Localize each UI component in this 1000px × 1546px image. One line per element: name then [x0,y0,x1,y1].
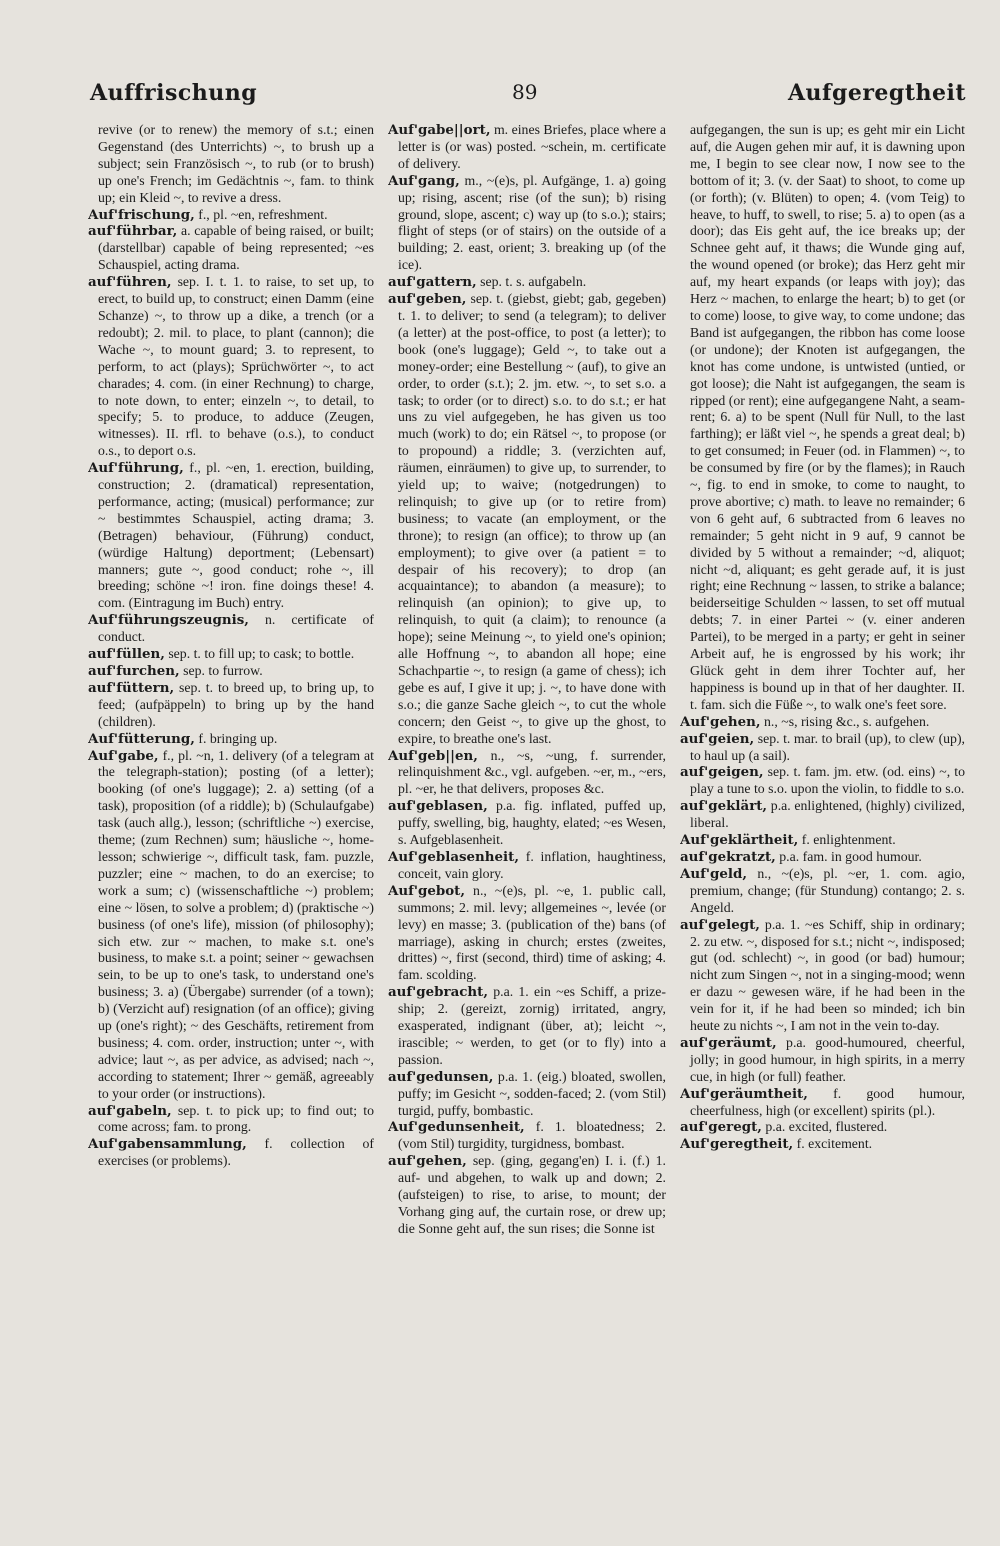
entry-headword: auf'geben, [388,291,467,308]
entry-headword: auf'geklärt, [680,798,768,815]
dictionary-entry [388,274,666,291]
entry-headword: Auf'geld, [680,865,747,882]
entry-definition: f. inflation, haughtiness, conceit, vain glory. [398,848,666,881]
dictionary-entry [88,748,374,1103]
dictionary-entry [680,764,965,798]
entry-definition: sep. t. fam. jm. etw. (od. eins) ~, to play a tune to s.o. upon the violin, to fiddle to s.o. [690,764,965,797]
dictionary-entry [680,849,965,866]
entry-definition: sep. t. s. aufgabeln. [480,274,587,290]
entry-definition: f. excitement. [796,1136,873,1152]
entry-headword: auf'führen, [88,274,172,291]
running-head-left: Auffrischung [90,80,258,106]
entry-definition: sep. to furrow. [183,663,263,678]
dictionary-entry [680,1035,965,1086]
entry-definition: m., ~(e)s, pl. Aufgänge, 1. a) going up; rising, ascent; rise (of the sun); b) rising ground, slope, ascent; c) way up (to s.o.); stairs; flight of steps (or of stairs) on the outside of a building; 2. east, orient; 3. breaking up (of the ice). [398,172,666,273]
entry-definition: f., pl. ~n, 1. delivery (of a telegram at the telegraph-station); posting (of a letter); booking (of one's luggage); 2. a) setting (of a task), proposition (of a riddle); b) (Schulaufgabe) task (auch allg.), lesson; (schriftliche ~) exercise, theme; (zum Rechnen) sum; häusliche ~, home-lesson; schwierige ~, difficult task, fam. puzzle, puzzler; eine ~ machen, to do an exercise; to work a sum; c) (wissenschaftliche ~) problem; eine ~ lösen, to solve a problem; d) (praktische ~) business (of one's life), mission (of philosophy); sich etw. zur ~ machen, to make s.t. one's business, to make s.t. a point; seiner ~ gewachsen sein, to be up to one's task, to understand one's business; 3. a) (Übergabe) surrender (of a town); b) (Verzicht auf) resignation (of an office); giving up (one's right); ~ des Geschäfts, retirement from business; 4. com. order, instruction; unter ~, with advice; laut ~, as per advice, as advised; nach ~, according to statement; Ihrer ~ gemäß, agreeably to your order (or instructions). [98,747,374,1101]
dictionary-entry [388,1119,666,1153]
dictionary-entry [388,849,666,883]
entry-definition: n. certificate of conduct. [98,612,374,645]
dictionary-entry [388,984,666,1069]
dictionary-entry [680,832,965,849]
entry-definition: p.a. fam. in good humour. [779,848,922,864]
dictionary-entry [88,731,374,748]
entry-definition: n., ~(e)s, pl. ~er, 1. com. agio, premium, change; (für Stundung) contango; 2. s. Angeld. [690,865,965,915]
dictionary-entry [88,223,374,274]
entry-headword: Auf'geregtheit, [680,1136,794,1153]
entry-headword: Auf'frischung, [88,206,195,223]
entry-headword: Auf'gedunsenheit, [388,1119,525,1136]
entry-headword: Auf'gebot, [388,882,466,899]
entry-definition: f. 1. bloatedness; 2. (vom Stil) turgidity, turgidness, bombast. [398,1119,666,1152]
column-2 [388,122,666,1462]
dictionary-entry [388,798,666,849]
entry-headword: auf'geien, [680,730,755,747]
dictionary-entry [388,122,666,173]
entry-headword: Auf'fütterung, [88,730,195,747]
column-1 [88,122,374,1462]
entry-definition: f. collection of exercises (or problems). [98,1136,374,1169]
entry-definition: aufgegangen, the sun is up; es geht mir ein Licht auf, die Augen gehen mir auf, it is dawning upon me, I begin to see clear now, I now see to the bottom of it; 3. (v. der Saat) to shoot, to come up (or forth); (v. Blüten) to open; 4. (vom Teig) to heave, to huff, to swell, to rise; 5. a) to open (as a door); das Eis geht auf, the ice breaks up; der Schnee geht auf, it thaws; die Wunde ging auf, the wound opened (or broke); das Herz geht mir auf, my heart expands (or leaps with joy); das Herz ~ machen, to enlarge the heart; b) to get (or to come) loose, to give way, to come undone; das Band ist aufgegangen, the ribbon has come loose (or undone); der Knoten ist aufgegangen, the knot has come undone, is untwisted (untied, or got loose); die Naht ist aufgegangen, the seam is ripped (or rent); eine aufgegangene Naht, a seam-rent; 6. a) to be spent (Null für Null, to the last farthing); er läßt viel ~, he spends a great deal; b) to get consumed; in Feuer (od. in Flammen) ~, to be consumed by fire (or by the flames); in Rauch ~, fig. to end in smoke, to come to naught, to prove abortive; c) math. to leave no remainder; 6 von 6 geht auf, 6 subtracted from 6 leaves no remainder; 5 geht nicht in 9 auf, 9 cannot be divided by 5 without a remainder; ~d, aliquot; nicht ~d, aliquant; es geht gerade auf, it is just right; eine Rechnung ~ lassen, to strike a balance; beiderseitige Schulden ~ lassen, to set off mutual debts; 7. in einer Partei ~ (v. einer anderen Partei), to be merged in a party; er geht in seiner Arbeit auf, he is engrossed by his work; ihr Glück geht in dem ihrer Tochter auf, her happiness is bound up in that of her daughter. II. t. fam. sich die Füße ~, to walk one's feet sore. [690,122,965,712]
entry-headword: auf'gekratzt, [680,848,776,865]
entry-definition: f., pl. ~en, refreshment. [198,206,328,222]
entry-definition: sep. t. (giebst, giebt; gab, gegeben) t. 1. to deliver; to send (a telegram); to deliver (a letter) at the post-office, to post (a letter); to book (one's luggage); Geld ~, to take out a money-order; eine Bestellung ~ (auf), to give an order, to order (s.t.); 2. jm. etw. ~, to set s.o. a task; to order (or to direct) s.o. to do s.t.; er hat uns zu viel aufgegeben, he has given us too much (work) to do; ein Rätsel ~, to propose (or to propound) a riddle; 3. (verzichten auf, räumen, einräumen) to give up, to surrender, to yield up; to waive; (notgedrungen) to relinquish; to give up (or to retire from) business; to vacate (an employment, or the throne); to resign (an office); to throw up (an employment); to give over (a patient = to despair of his recovery); to drop (an acquaintance); to abandon (a measure); to relinquish (an opinion); to give up, to relinquish, to quit (a claim); to renounce (a hope); seine Meinung ~, to yield one's opinion; alle Hoffnung ~, to abandon all hope; eine Schachpartie ~, to resign (a game of chess); ich gebe es auf, I give it up; j. ~, to have done with s.o.; die ganze Sache gleich ~, to cut the whole concern; den Geist ~, to give up the ghost, to expire, to breathe one's last. [398,291,666,746]
entry-headword: auf'geblasen, [388,798,488,815]
entry-headword: Auf'gabe||ort, [388,122,491,138]
entry-definition: p.a. good-humoured, cheerful, jolly; in good humour, in high spirits, in a merry cue, in high (or full) feather. [690,1034,965,1084]
entry-headword: auf'geigen, [680,764,764,781]
dictionary-entry [388,173,666,274]
dictionary-entry [88,663,374,680]
entry-headword: auf'gedunsen, [388,1068,494,1085]
dictionary-entry [88,460,374,612]
entry-definition: p.a. 1. ein ~es Schiff, a prize-ship; 2. (gereizt, zornig) irritated, angry, exasperated, indignant (über, at); leicht ~, irascible; ~ werden, to get (or to fly) into a passion. [398,984,666,1067]
entry-headword: auf'geräumt, [680,1034,777,1051]
entry-definition: sep. t. to breed up, to bring up, to feed; (aufpäppeln) to bring up by the hand (children). [98,679,374,729]
entry-definition: m. eines Briefes, place where a letter is (or was) posted. ~schein, m. certificate of delivery. [398,122,666,171]
dictionary-entry [388,748,666,799]
entry-definition: n., ~s, rising &c., s. aufgehen. [763,713,930,729]
dictionary-entry [88,646,374,663]
dictionary-entry [680,917,965,1035]
dictionary-entry [388,291,666,747]
entry-definition: sep. t. to fill up; to cask; to bottle. [168,646,355,662]
entry-headword: Auf'geräumtheit, [680,1085,808,1102]
entry-headword: auf'füttern, [88,679,175,696]
dictionary-entry [680,1136,965,1153]
entry-headword: Auf'führung, [88,460,184,477]
entry-definition: revive (or to renew) the memory of s.t.; einen Gegenstand (des Unterrichts) ~, to brush up a subject; sein Französisch ~, to rub (or to brush) up one's French; im Gedächtnis ~, fam. to think up; ein Kleid ~, to revive a dress. [98,122,374,205]
entry-headword: auf'gebracht, [388,984,488,1001]
dictionary-entry [680,866,965,917]
entry-headword: auf'füllen, [88,646,165,663]
dictionary-entry [680,1119,965,1136]
dictionary-entry [88,1103,374,1137]
entry-headword: Auf'gabensammlung, [88,1136,247,1153]
entry-definition: n., ~s, ~ung, f. surrender, relinquishment &c., vgl. aufgeben. ~er, m., ~ers, pl. ~er, he that delivers, proposes &c. [398,747,666,797]
entry-definition: p.a. 1. ~es Schiff, ship in ordinary; 2. zu etw. ~, disposed for s.t.; nicht ~, indisposed; gut (od. schlecht) ~, in good (or bad) humour; nicht zum Singen ~, not in a singing-mood; wenn er dazu ~ gewesen wäre, if he had been in the vein for it, if he had been so minded; ich bin heute zu nichts ~, I am not in the vein to-day. [690,916,965,1034]
entry-headword: Auf'führungszeugnis, [88,612,249,629]
page-number: 89 [512,80,538,104]
dictionary-entry [388,1069,666,1120]
dictionary-entry [88,612,374,646]
dictionary-entry [88,122,374,207]
dictionary-entry [88,680,374,731]
entry-definition: sep. I. t. 1. to raise, to set up, to erect, to build up, to construct; einen Damm (eine Schanze) ~, to throw up a dike, a trench (or a redoubt); 2. mil. to place, to plant (cannon); die Wache ~, to mount guard; 3. to represent, to perform, to act (plays); Sprüchwörter ~, to act charades; 4. com. (in einer Rechnung) to charge, to note down, to enter; einzeln ~, to detail, to specify; 5. to produce, to adduce (Zeugen, witnesses). II. rfl. to behave (o.s.), to conduct o.s., to deport o.s. [98,274,374,459]
entry-definition: p.a. 1. (eig.) bloated, swollen, puffy; im Gesicht ~, sodden-faced; 2. (vom Stil) turgid, puffy, bombastic. [398,1068,666,1118]
entry-headword: auf'gehen, [388,1153,467,1170]
entry-headword: auf'furchen, [88,663,180,679]
entry-headword: Auf'gang, [388,172,460,189]
dictionary-entry [88,1136,374,1170]
entry-definition: p.a. excited, flustered. [765,1119,888,1135]
dictionary-entry [680,714,965,731]
entry-headword: auf'führbar, [88,223,178,240]
entry-definition: f. good humour, cheerfulness, high (or excellent) spirits (pl.). [690,1085,965,1118]
entry-definition: f., pl. ~en, 1. erection, building, construction; 2. (dramatical) representation, performance, acting; (musical) performance; zur ~ bestimmtes Schauspiel, acting drama; 3. (Betragen) behaviour, (Führung) conduct, (würdige Haltung) deportment; (Lebensart) manners; gute ~, good conduct; rohe ~, ill breeding; schöne ~! iron. fine doings these! 4. com. (Eintragung im Buch) entry. [98,460,374,611]
entry-headword: Auf'gabe, [88,747,159,764]
entry-definition: f. bringing up. [198,730,278,746]
entry-headword: auf'gattern, [388,274,477,291]
running-head-right: Aufgeregtheit [787,80,966,106]
dictionary-entry [680,122,965,714]
entry-definition: a. capable of being raised, or built; (darstellbar) capable of being represented; ~es Schauspiel, acting drama. [98,223,374,273]
entry-headword: auf'gelegt, [680,916,760,933]
entry-definition: f. enlightenment. [801,832,896,848]
column-3 [680,122,965,1462]
dictionary-entry [680,1086,965,1120]
entry-definition: p.a. fig. inflated, puffed up, puffy, swelling, big, haughty, elated; ~es Wesen, s. Aufgeblasenheit. [398,798,666,848]
entry-headword: Auf'geblasenheit, [388,848,519,865]
entry-definition: sep. t. mar. to brail (up), to clew (up), to haul up (a sail). [690,730,965,763]
entry-definition: n., ~(e)s, pl. ~e, 1. public call, summons; 2. mil. levy; allgemeines ~, levée (or levy) en masse; 3. (publication of the) bans (of marriage), asking in church; erstes (zweites, drittes) ~, first (second, third) time of asking; 4. fam. scolding. [398,882,666,983]
entry-headword: auf'geregt, [680,1119,762,1136]
entry-headword: Auf'geb||en, [388,747,478,764]
entry-definition: sep. t. to pick up; to find out; to come across; fam. to prong. [98,1102,374,1135]
entry-definition: p.a. enlightened, (highly) civilized, liberal. [690,798,965,831]
entry-headword: Auf'gehen, [680,713,761,730]
entry-headword: auf'gabeln, [88,1102,172,1119]
entry-definition: sep. (ging, gegang'en) I. i. (f.) 1. auf- und abgehen, to walk up and down; 2. (aufsteigen) to rise, to arise, to mount; der Vorhang ging auf, the curtain rose, or drew up; die Sonne geht auf, the sun rises; die Sonne ist [398,1153,666,1236]
dictionary-entry [88,274,374,460]
dictionary-entry [88,207,374,224]
dictionary-entry [388,1153,666,1238]
entry-headword: Auf'geklärtheit, [680,832,799,849]
dictionary-entry [388,883,666,984]
dictionary-entry [680,731,965,765]
dictionary-entry [680,798,965,832]
